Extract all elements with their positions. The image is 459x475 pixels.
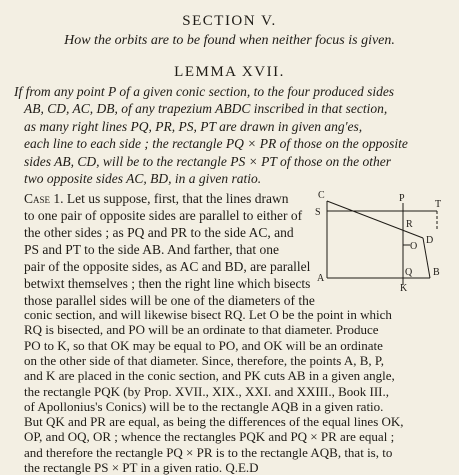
case-line: PO to K, so that OK may be equal to PO, and OK will be an ordinate bbox=[24, 337, 383, 353]
section-title: SECTION V. bbox=[182, 13, 277, 29]
lemma-line: AB, CD, AC, DB, of any trapezium ABDC inscribed in that section, bbox=[24, 101, 388, 116]
case-line: the other sides ; as PQ and PR to the side AC, and bbox=[24, 225, 294, 240]
label-a: A bbox=[317, 273, 325, 284]
lemma-line: sides AB, CD, will be to the rectangle PS × PT of those on the other bbox=[24, 154, 391, 169]
case-line: pair of the opposite sides, as AC and BD, are parallel bbox=[24, 259, 311, 274]
case-line: PS and PT to the side AB. And farther, that one bbox=[24, 242, 279, 257]
case-line: to one pair of opposite sides are parallel to either of bbox=[24, 208, 303, 223]
label-d: D bbox=[426, 235, 434, 246]
lemma-line: as many right lines PQ, PR, PS, PT are drawn in given ang'es, bbox=[24, 119, 363, 134]
label-k: K bbox=[400, 283, 408, 293]
label-q: Q bbox=[405, 267, 413, 278]
label-s: S bbox=[315, 207, 321, 218]
label-c: C bbox=[318, 190, 325, 201]
label-b: B bbox=[433, 267, 440, 278]
case-line: those parallel sides will be one of the diameters of the bbox=[24, 293, 315, 308]
section-subtitle: How the orbits are to be found when neither focus is given. bbox=[64, 33, 395, 48]
lemma-title: LEMMA XVII. bbox=[174, 64, 285, 80]
label-p: P bbox=[399, 193, 405, 204]
case-line: and therefore the rectangle PQ × PR is to the rectangle AQB, that is, to bbox=[24, 444, 393, 460]
case-line: the rectangle PQK (by Prop. XVII., XIX., XXI. and XXIII., Book III., bbox=[24, 383, 389, 399]
case-line: But QK and PR are equal, as being the differences of the equal lines OK, bbox=[24, 414, 404, 430]
case-line: conic section, and will likewise bisect RQ. Let O be the point in which bbox=[24, 307, 392, 322]
case-line: of Apollonius's Conics) will be to the rectangle AQB in a given ratio. bbox=[24, 398, 384, 414]
lemma-line: two opposite sides AC, BD, in a given ratio. bbox=[24, 171, 262, 186]
case-line: and K are placed in the conic section, and PK cuts AB in a given angle, bbox=[24, 368, 395, 384]
case-first-line bbox=[24, 190, 314, 207]
case-line: OP, and OQ, OR ; whence the rectangles PQK and PQ × PR are equal ; bbox=[24, 429, 395, 445]
case-label: Case 1. bbox=[24, 191, 64, 206]
case-first-text: Let us suppose, first, that the lines drawn bbox=[63, 191, 289, 206]
label-o: O bbox=[410, 241, 418, 252]
case-line: on the other side of that diameter. Since, therefore, the points A, B, P, bbox=[24, 352, 384, 368]
lemma-line: each line to each side ; the rectangle PQ × PR of those on the opposite bbox=[24, 136, 408, 151]
case-line: betwixt themselves ; then the right line which bisects bbox=[24, 276, 311, 291]
case-line: the rectangle PS × PT in a given ratio. Q.E.D bbox=[24, 460, 259, 475]
lemma-line: If from any point P of a given conic section, to the four produced sides bbox=[14, 84, 395, 99]
label-t: T bbox=[435, 199, 442, 210]
trapezium-diagram bbox=[315, 183, 455, 293]
label-r: R bbox=[406, 219, 413, 230]
case-line: RQ is bisected, and PO will be an ordinate to that diameter. Produce bbox=[24, 322, 379, 338]
